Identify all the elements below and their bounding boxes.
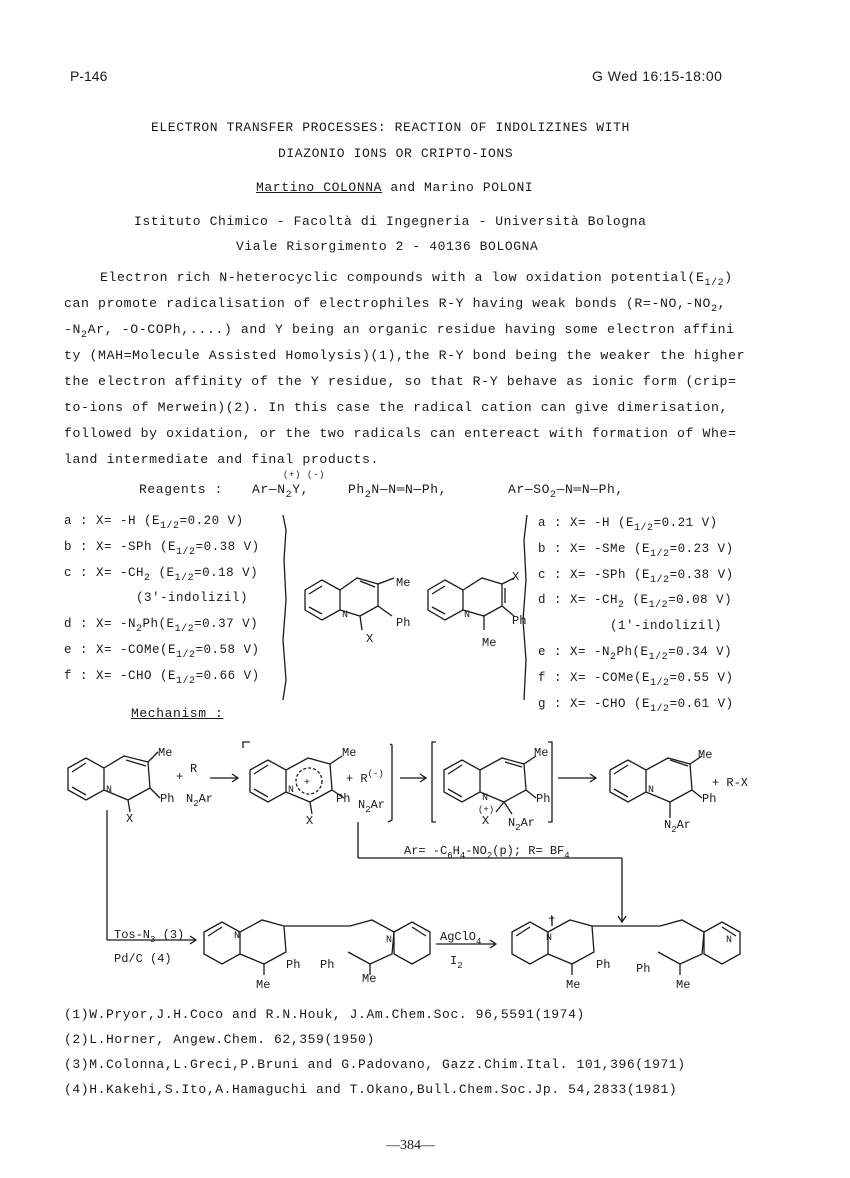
left-series-substituent: -H [120, 514, 137, 528]
abstract-line-5: the electron affinity of the Y residue, so that R-Y behave as ionic form (crip= [64, 374, 737, 389]
dication-me2: Me [676, 978, 691, 992]
right-series-bracket [523, 515, 527, 700]
agclo-reagent: AgClO$_4$ [440, 930, 482, 947]
mech1-x: X [126, 812, 134, 826]
reagent-diazonium: $Ar—N_2Y$, [252, 482, 310, 501]
mech1-n: N [106, 785, 113, 796]
left-series-potential: =0.58 V) [195, 643, 260, 657]
dimer-structure [204, 920, 430, 975]
reagent-triazene: $Ph_2N—N═N—Ph$, [348, 482, 448, 501]
left-series-potential: =0.37 V) [194, 617, 259, 632]
left-series-note: (3'-indolizil) [136, 591, 249, 606]
right-series-row-b: b : X= -SMe ($E_{1/2}=0.23$ V) [538, 541, 734, 560]
left-series-potential: =0.18 V) [194, 565, 259, 580]
mech3-n: N [482, 793, 489, 804]
left-series-substituent: -SPh [120, 539, 153, 554]
dimer-ph2: Ph [320, 958, 335, 972]
right-series-row-a: a : X= -H ($E_{1/2}=0.21$ V) [538, 516, 718, 534]
affiliation-line2: Viale Risorgimento 2 - 40136 BOLOGNA [236, 239, 539, 254]
right-series-key: a : X= [538, 516, 595, 530]
mech4-plus-rx: + R-X [712, 776, 749, 790]
affiliation-line1: Istituto Chimico - Facoltà di Ingegneria - Università Bologna [134, 214, 647, 229]
right-series-potential: =0.61 V) [669, 696, 734, 711]
left-series-bracket [283, 515, 286, 700]
left-series-potential: =0.66 V) [195, 668, 260, 683]
left-series-key: b : X= [64, 539, 121, 554]
mech4-n2ar: $N_2Ar$ [664, 818, 692, 835]
struct2-ph: Ph [512, 614, 527, 628]
mech2-n: N [288, 785, 295, 796]
dication-n1: N [546, 933, 553, 944]
right-series-note: (1'-indolizil) [610, 619, 723, 634]
right-series-potential: =0.08 V) [668, 593, 733, 608]
mech3-ph: Ph [536, 792, 551, 806]
mech1-ph: Ph [160, 792, 175, 806]
second-author: Marino POLONI [424, 180, 534, 195]
abstract-line-2: can promote radicalisation of electrophiles R-Y having weak bonds ($R=-NO,-NO_2$, [64, 296, 727, 315]
mech3-x: X [482, 814, 490, 828]
dication-structure [512, 916, 740, 975]
abstract-line-3: $-N_2Ar$, -O-COPh,....) and Y being an organic residue having some electron affini [64, 322, 735, 341]
author-connector: and [382, 180, 425, 195]
abstract-code: P-146 [70, 68, 108, 84]
mech1-r: R [190, 762, 198, 776]
left-series-substituent: -CHO [120, 668, 153, 683]
right-series-substituent: -CHO [594, 696, 627, 711]
right-series-key: g : X= [538, 696, 595, 711]
mech3-n2ar: $N_2Ar$ [508, 816, 536, 833]
mech2-n2ar: $N_2Ar$ [358, 798, 386, 815]
struct2-me: Me [482, 636, 497, 650]
struct1-me: Me [396, 576, 411, 590]
right-series-substituent: -SMe [594, 541, 627, 556]
left-series-potential: =0.20 V) [179, 514, 244, 528]
struct2-n: N [464, 610, 471, 621]
session-info: G Wed 16:15-18:00 [592, 68, 723, 84]
ar-definition: $Ar= -C_6H_4-NO_2(p)$; $R= BF_4$ [404, 844, 570, 861]
mech4-me: Me [698, 748, 713, 762]
left-series-row-d: d : $X= -N_2Ph(E_{1/2}=0.37$ V) [64, 617, 259, 636]
page-number: —384— [386, 1138, 435, 1153]
dimer-me2: Me [362, 972, 377, 986]
left-series-row-c: c : $X= -CH_2$ ($E_{1/2}=0.18$ V) [64, 565, 259, 584]
dimer-n1: N [234, 931, 241, 942]
first-author: Martino COLONNA [256, 180, 383, 195]
reference-1: (1)W.Pryor,J.H.Coco and R.N.Houk, J.Am.Chem.Soc. 96,5591(1974) [64, 1007, 585, 1022]
mechanism-reactant [68, 752, 160, 812]
reference-4: (4)H.Kakehi,S.Ito,A.Hamaguchi and T.Okano,Bull.Chem.Soc.Jp. 54,2833(1981) [64, 1082, 678, 1097]
pdc-reagent: Pd/C (4) [114, 952, 172, 966]
right-series-key: f : X= [538, 670, 595, 685]
struct1-x: X [366, 632, 374, 646]
mech2-ph: Ph [336, 792, 351, 806]
reagent-charges: (+) (-) [283, 470, 326, 480]
left-series-key: e : X= [64, 643, 121, 657]
right-series-row-f: f : $X= -COMe(E_{1/2}=0.55$ V) [538, 670, 734, 689]
left-series-substituent: -COMe(E [120, 643, 177, 657]
right-series-key: b : X= [538, 541, 595, 556]
mech4-ph: Ph [702, 792, 717, 806]
left-series-key: a : X= [64, 514, 121, 528]
right-series-substituent: -CH [594, 593, 619, 608]
left-series-key: d : X= [64, 617, 121, 632]
right-series-key: d : X= [538, 593, 595, 608]
right-series-potential: =0.21 V) [653, 516, 718, 530]
right-series-potential: =0.23 V) [669, 541, 734, 556]
mech3-charge: (+) [478, 805, 495, 815]
dication-ph2: Ph [636, 962, 651, 976]
mech1-plus-r: + [176, 770, 184, 784]
right-series-substituent: -H [594, 516, 611, 530]
left-series-row-b: b : X= -SPh ($E_{1/2}=0.38$ V) [64, 539, 260, 558]
right-series-substituent: -COMe(E [594, 670, 651, 685]
dication-me1: Me [566, 978, 581, 992]
reagent-sulfonyl-azo: $Ar—SO_2—N═N—Ph$, [508, 482, 624, 501]
right-series-substituent: -N [594, 645, 611, 659]
right-series-substituent: -SPh [594, 567, 627, 582]
abstract-line-6: to-ions of Merwein)(2). In this case the radical cation can give dimerisation, [64, 400, 729, 415]
mechanism-product [610, 756, 702, 818]
paper-title-line1: ELECTRON TRANSFER PROCESSES: REACTION OF INDOLIZINES WITH [151, 120, 630, 135]
dimer-me1: Me [256, 978, 271, 992]
i2-reagent: $I_2$ [450, 954, 463, 971]
right-series-row-g: g : X= -CHO ($E_{1/2}=0.61$ V) [538, 696, 734, 715]
right-series-potential: =0.55 V) [669, 670, 734, 685]
tos-reagent: Tos-$N_3$ (3) [114, 928, 185, 945]
dimer-n2: N [386, 935, 393, 946]
dimer-ph1: Ph [286, 958, 301, 972]
right-series-key: c : X= [538, 567, 595, 582]
right-series-row-c: c : X= -SPh ($E_{1/2}=0.38$ V) [538, 567, 734, 586]
left-series-substituent: -CH [120, 565, 145, 580]
dication-charge: + [548, 912, 556, 926]
dication-ph1: Ph [596, 958, 611, 972]
paper-title-line2: DIAZONIO IONS OR CRIPTO-IONS [278, 146, 514, 161]
mech3-me: Me [534, 746, 549, 760]
abstract-line-7: followed by oxidation, or the two radicals can entereact with formation of Whe= [64, 426, 737, 441]
reagents-label: Reagents : [139, 482, 224, 497]
indolizine-structure-1-x [428, 578, 514, 630]
right-series-row-d: d : $X= -CH_2$ ($E_{1/2}=0.08$ V) [538, 593, 733, 612]
mech2-me: Me [342, 746, 357, 760]
left-series-row-f: f : X= -CHO ($E_{1/2}=0.66$ V) [64, 668, 260, 687]
mech4-n: N [648, 785, 655, 796]
left-series-substituent: -N [120, 617, 137, 632]
left-series-potential: =0.38 V) [195, 539, 260, 554]
mech2-x: X [306, 814, 314, 828]
right-series-potential: =0.38 V) [669, 567, 734, 582]
struct1-n: N [342, 610, 349, 621]
indolizine-structure-3-x [305, 578, 394, 630]
reference-3: (3)M.Colonna,L.Greci,P.Bruni and G.Padovano, Gazz.Chim.Ital. 101,396(1971) [64, 1057, 686, 1072]
abstract-line-4: ty (MAH=Molecule Assisted Homolysis)(1),the R-Y bond being the weaker the higher [64, 348, 746, 363]
abstract-line-8: land intermediate and final products. [64, 452, 380, 467]
right-series-potential: =0.34 V) [668, 645, 733, 659]
mech2-radical: + [304, 778, 311, 789]
right-series-key: e : X= [538, 645, 595, 659]
mech2-plus-r: + R(-) [346, 769, 384, 786]
struct2-x: X [512, 570, 520, 584]
dication-n2: N [726, 935, 733, 946]
left-series-key: c : X= [64, 565, 121, 580]
mech1-n2ar: $N_2Ar$ [186, 792, 214, 809]
mechanism-label: Mechanism : [131, 706, 224, 721]
reference-2: (2)L.Horner, Angew.Chem. 62,359(1950) [64, 1032, 375, 1047]
left-series-row-a: a : X= -H ($E_{1/2}=0.20$ V) [64, 514, 244, 532]
mech1-me: Me [158, 746, 173, 760]
struct1-ph: Ph [396, 616, 411, 630]
left-series-key: f : X= [64, 668, 121, 683]
abstract-line-1: Electron rich N-heterocyclic compounds with a low oxidation $potential(E_{1/2})$ [100, 270, 733, 289]
right-series-row-e: e : $X= -N_2Ph(E_{1/2}=0.34$ V) [538, 645, 733, 663]
left-series-row-e: e : $X= -COMe(E_{1/2}=0.58$ V) [64, 643, 260, 661]
